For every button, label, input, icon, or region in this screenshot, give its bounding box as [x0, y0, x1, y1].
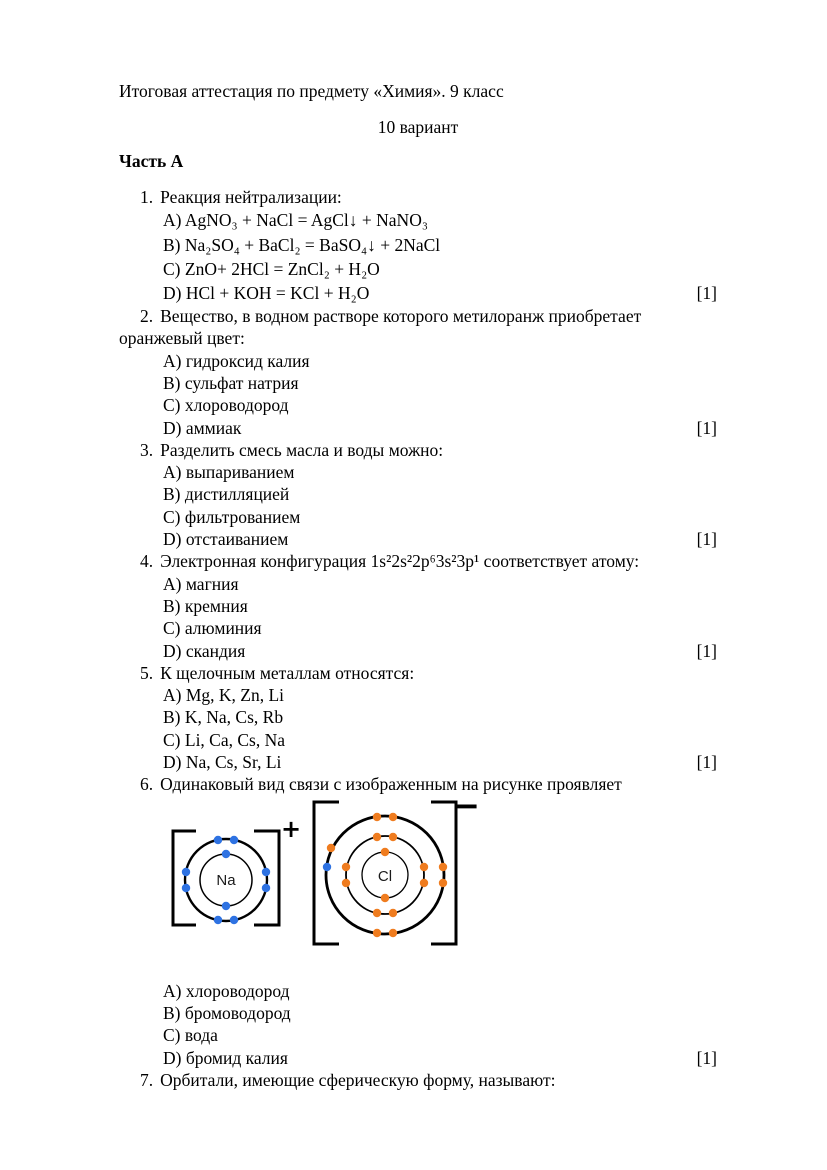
- question-number: 4.: [140, 551, 154, 572]
- score-badge: [1]: [696, 282, 717, 303]
- ion-bond-figure: [165, 799, 717, 949]
- option-label: C) фильтрованием: [163, 506, 301, 527]
- question-text: [119, 439, 717, 461]
- electron-dot: [262, 883, 270, 891]
- electron-dot: [262, 867, 270, 875]
- minus-charge-icon: −: [451, 798, 480, 826]
- option-row: [163, 1002, 717, 1024]
- electron-dot: [182, 883, 190, 891]
- option-row: [163, 706, 717, 728]
- electron-dot: [420, 862, 428, 870]
- option-label: D) отстаиванием: [163, 529, 289, 550]
- electron-dot: [420, 878, 428, 886]
- electron-dot: [439, 878, 447, 886]
- electron-dot: [389, 928, 397, 936]
- option-row: [163, 350, 717, 372]
- option-label: B) K, Na, Cs, Rb: [163, 707, 284, 728]
- question-text: [119, 1069, 717, 1091]
- option-label: C) Li, Ca, Cs, Na: [163, 729, 286, 750]
- question-number: 1.: [140, 187, 154, 207]
- question-text: [119, 662, 717, 684]
- option-label: D) аммиак: [163, 417, 242, 438]
- chloride-ion: [314, 799, 480, 944]
- option-row: [163, 640, 717, 662]
- electron-dot: [381, 893, 389, 901]
- score-badge: [1]: [696, 417, 717, 438]
- score-badge: [1]: [696, 1047, 717, 1068]
- option-label: B) Na₂SO₄ + BaCl₂ = BaSO₄↓ + 2NaCl: [163, 234, 441, 255]
- option-row: [163, 573, 717, 595]
- score-badge: [1]: [696, 752, 717, 773]
- electron-dot: [342, 862, 350, 870]
- question-number: 6.: [140, 774, 154, 795]
- option-label: C) ZnO+ 2HCl = ZnCl₂ + H₂O: [163, 258, 380, 279]
- question-title: Реакция нейтрализации:: [160, 187, 342, 207]
- option-label: D) HCl + KOH = KCl + H₂O: [163, 282, 370, 303]
- option-row: [163, 483, 717, 505]
- section-heading: Часть А: [119, 151, 184, 171]
- option-label: D) скандия: [163, 640, 246, 661]
- question-number: 3.: [140, 439, 154, 460]
- electron-dot: [373, 928, 381, 936]
- electron-dot: [373, 908, 381, 916]
- option-row: [163, 506, 717, 528]
- question-title: Одинаковый вид связи с изображенным на рисунке проявляет: [160, 774, 622, 795]
- option-label: A) AgNO₃ + NaCl = AgCl↓ + NaNO₃: [163, 210, 428, 231]
- option-row: [163, 528, 717, 550]
- option-label: C) алюминия: [163, 618, 262, 639]
- question-5: [119, 662, 717, 773]
- question-number: 7.: [140, 1069, 154, 1090]
- question-title: Электронная конфигурация 1s²2s²2p⁶3s²3p¹ соответствует атому:: [160, 551, 640, 572]
- option-row: [163, 595, 717, 617]
- electron-dot: [182, 867, 190, 875]
- ion-diagram: [165, 799, 480, 949]
- option-label: B) сульфат натрия: [163, 373, 299, 393]
- electron-dot: [373, 812, 381, 820]
- option-label: D) Na, Cs, Sr, Li: [163, 752, 282, 773]
- option-label: B) дистилляцией: [163, 484, 290, 505]
- question-2: [119, 305, 717, 439]
- option-row: [163, 417, 717, 439]
- cl-label: Cl: [377, 867, 393, 885]
- transferred-electron-dot: [323, 862, 331, 870]
- electron-dot: [214, 915, 222, 923]
- option-label: B) кремния: [163, 595, 248, 616]
- electron-dot: [327, 843, 335, 851]
- sodium-ion: [173, 815, 301, 925]
- option-row: [163, 1024, 717, 1046]
- question-title: Орбитали, имеющие сферическую форму, называют:: [160, 1069, 556, 1090]
- option-label: A) магния: [163, 573, 239, 594]
- doc-title: Итоговая аттестация по предмету «Химия». 9 класс: [119, 81, 504, 101]
- option-row: [163, 617, 717, 639]
- option-row: [163, 729, 717, 751]
- option-row: [163, 257, 717, 281]
- electron-dot: [214, 835, 222, 843]
- electron-dot: [222, 901, 230, 909]
- option-row: [163, 233, 717, 257]
- question-text: [119, 773, 717, 795]
- score-badge: [1]: [696, 529, 717, 550]
- question-title: Вещество, в водном растворе которого метилоранж приобретает оранжевый цвет:: [119, 306, 642, 349]
- electron-dot: [389, 812, 397, 820]
- electron-dot: [389, 832, 397, 840]
- electron-dot: [342, 878, 350, 886]
- option-row: [163, 461, 717, 483]
- na-label: Na: [216, 871, 236, 889]
- question-text: [119, 186, 717, 208]
- electron-dot: [381, 847, 389, 855]
- option-row: [163, 394, 717, 416]
- option-row: [163, 208, 717, 232]
- question-7: [119, 1069, 717, 1091]
- option-row: [163, 751, 717, 773]
- option-row: [163, 372, 717, 394]
- question-text: [119, 550, 717, 572]
- question-number: 5.: [140, 662, 154, 683]
- electron-dot: [222, 849, 230, 857]
- electron-dot: [389, 908, 397, 916]
- question-text: [119, 305, 717, 350]
- score-badge: [1]: [696, 640, 717, 661]
- question-4: [119, 550, 717, 661]
- option-label: B) бромоводород: [163, 1002, 291, 1023]
- option-label: A) гидроксид калия: [163, 350, 310, 371]
- option-label: C) вода: [163, 1025, 218, 1046]
- question-title: Разделить смесь масла и воды можно:: [160, 439, 444, 460]
- option-label: A) Mg, K, Zn, Li: [163, 685, 285, 706]
- question-number: 2.: [140, 306, 154, 327]
- option-row: [163, 281, 717, 305]
- option-row: [163, 980, 717, 1002]
- option-row: [163, 1047, 717, 1069]
- variant-label: 10 вариант: [377, 117, 459, 137]
- option-label: D) бромид калия: [163, 1047, 288, 1068]
- question-1: [119, 186, 717, 305]
- electron-dot: [230, 915, 238, 923]
- question-6: [119, 773, 717, 1068]
- option-label: C) хлороводород: [163, 395, 289, 416]
- plus-charge-icon: +: [280, 814, 302, 843]
- electron-dot: [439, 862, 447, 870]
- option-label: A) выпариванием: [163, 462, 295, 483]
- electron-dot: [373, 832, 381, 840]
- option-label: A) хлороводород: [163, 980, 290, 1001]
- option-row: [163, 684, 717, 706]
- question-3: [119, 439, 717, 550]
- electron-dot: [230, 835, 238, 843]
- question-title: К щелочным металлам относятся:: [160, 662, 415, 683]
